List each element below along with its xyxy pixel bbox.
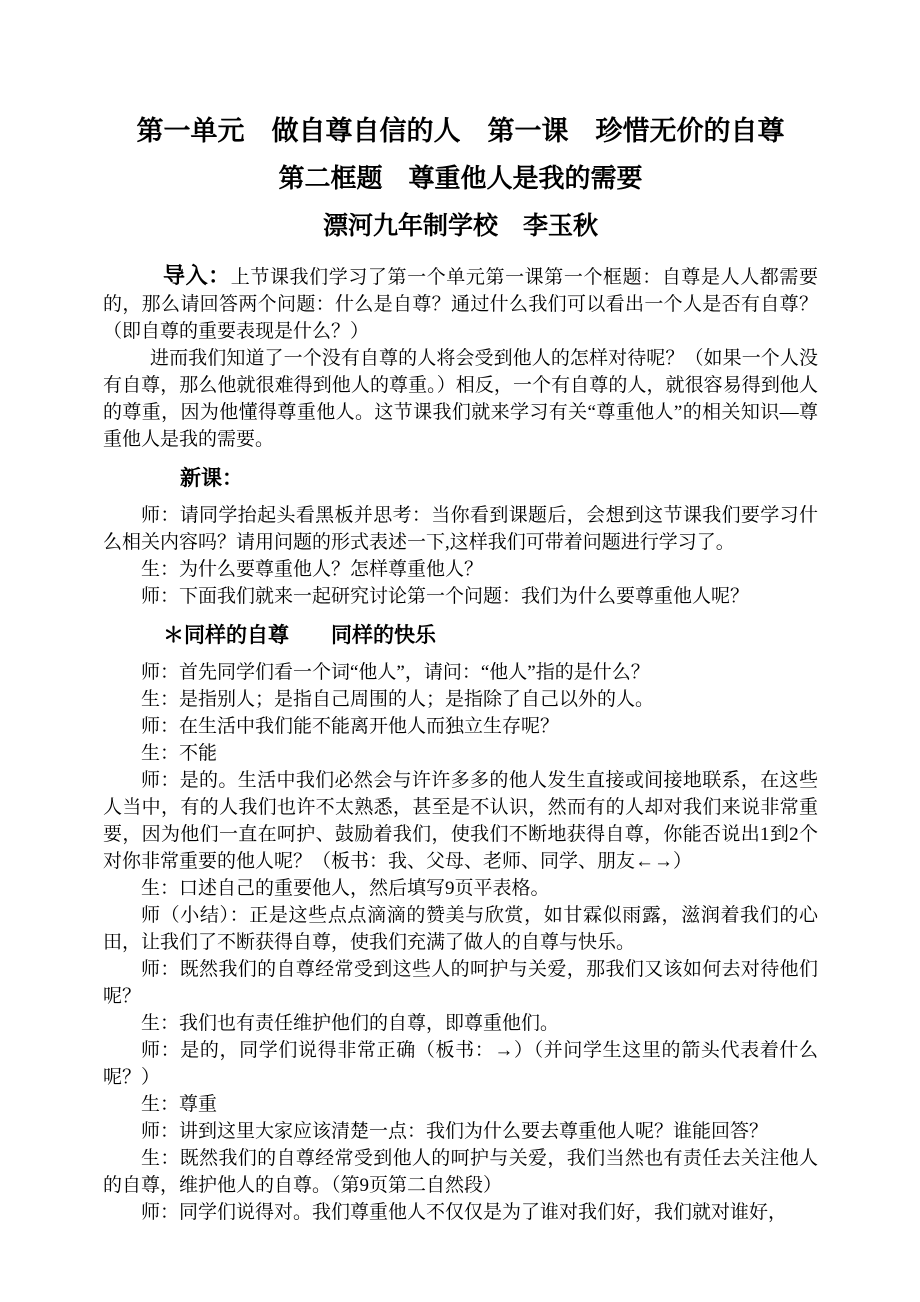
dialog-line: 生：是指别人；是指自己周围的人；是指除了自己以外的人。 (141, 689, 655, 710)
dialog-line: 生：不能 (141, 743, 218, 764)
dialog-line: 师：请同学抬起头看黑板并思考：当你看到课题后，会想到这节课我们要学习什么相关内容吗？请用问题的形式表述一下,这样我们可带着问题进行学习了。 (103, 505, 818, 553)
dialog-line: 师（小结）：正是这些点点滴滴的赞美与欣赏，如甘霖似雨露，滋润着我们的心田，让我们了不断获得自尊，使我们充满了做人的自尊与快乐。 (103, 905, 818, 953)
dialog-line: 生：尊重 (141, 1094, 218, 1115)
dialog-line: 师：是的，同学们说得非常正确（板书：→）（并问学生这里的箭头代表着什么呢？） (103, 1040, 818, 1088)
dialog-line: 生：我们也有责任维护他们的自尊，即尊重他们。 (141, 1013, 560, 1034)
intro-lead-label: 导入： (163, 263, 231, 288)
byline: 漂河九年制学校 李玉秋 (322, 213, 598, 240)
intro-paragraph-2: 进而我们知道了一个没有自尊的人将会受到他人的怎样对待呢？（如果一个人没有自尊，那么他就很难得到他人的尊重。）相反，一个有自尊的人，就很容易得到他人的尊重，因为他懂得尊重他人。这节课我们就来学习有关“尊重他人”的相关知识—尊重他人是我的需要。 (103, 348, 818, 450)
intro-text: 上节课我们学习了第一个单元第一课第一个框题：自尊是人人都需要的，那么请回答两个问题：什么是自尊？通过什么我们可以看出一个人是否有自尊？（即自尊的重要表现是什么？） (103, 267, 818, 342)
page-subtitle: 第二框题 尊重他人是我的需要 (278, 164, 643, 193)
dialog-line: 师：在生活中我们能不能离开他人而独立生存呢？ (141, 716, 560, 737)
page-title: 第一单元 做自尊自信的人 第一课 珍惜无价的自尊 (136, 116, 785, 146)
dialog-line: 师：首先同学们看一个词“他人”，请问：“他人”指的是什么？ (141, 662, 650, 683)
dialog-line: 师：是的。生活中我们必然会与许许多多的他人发生直接或间接地联系，在这些人当中，有的人我们也许不太熟悉，甚至是不认识，然而有的人却对我们来说非常重要，因为他们一直在呵护、鼓励着我们，使我们不断地获得自尊，你能否说出1到2个对你非常重要的他人呢？（板书：我、父母、老师、同学、朋友←→） (103, 770, 818, 872)
dialog-line: 师：下面我们就来一起研究讨论第一个问题：我们为什么要尊重他人呢？ (141, 586, 750, 607)
dialog-line: 师：同学们说得对。我们尊重他人不仅仅是为了谁对我们好，我们就对谁好， (141, 1202, 788, 1223)
intro-paragraph (103, 262, 818, 345)
dialog-line: 师：既然我们的自尊经常受到这些人的呵护与关爱，那我们又该如何去对待他们呢？ (103, 959, 818, 1007)
dialog-line: 生：为什么要尊重他人？怎样尊重他人？ (141, 559, 484, 580)
dialog-line: 生：既然我们的自尊经常受到他人的呵护与关爱，我们当然也有责任去关注他人的自尊，维护他人的自尊。（第9页第二自然段） (103, 1148, 818, 1196)
section-heading-new-lesson: 新课： (180, 466, 243, 490)
dialog-line: 师：讲到这里大家应该清楚一点：我们为什么要去尊重他人呢？谁能回答？ (141, 1121, 769, 1142)
section-heading-same-esteem: ＊同样的自尊 同样的快乐 (163, 623, 436, 647)
dialog-line: 生：口述自己的重要他人，然后填写9页平表格。 (141, 878, 550, 899)
